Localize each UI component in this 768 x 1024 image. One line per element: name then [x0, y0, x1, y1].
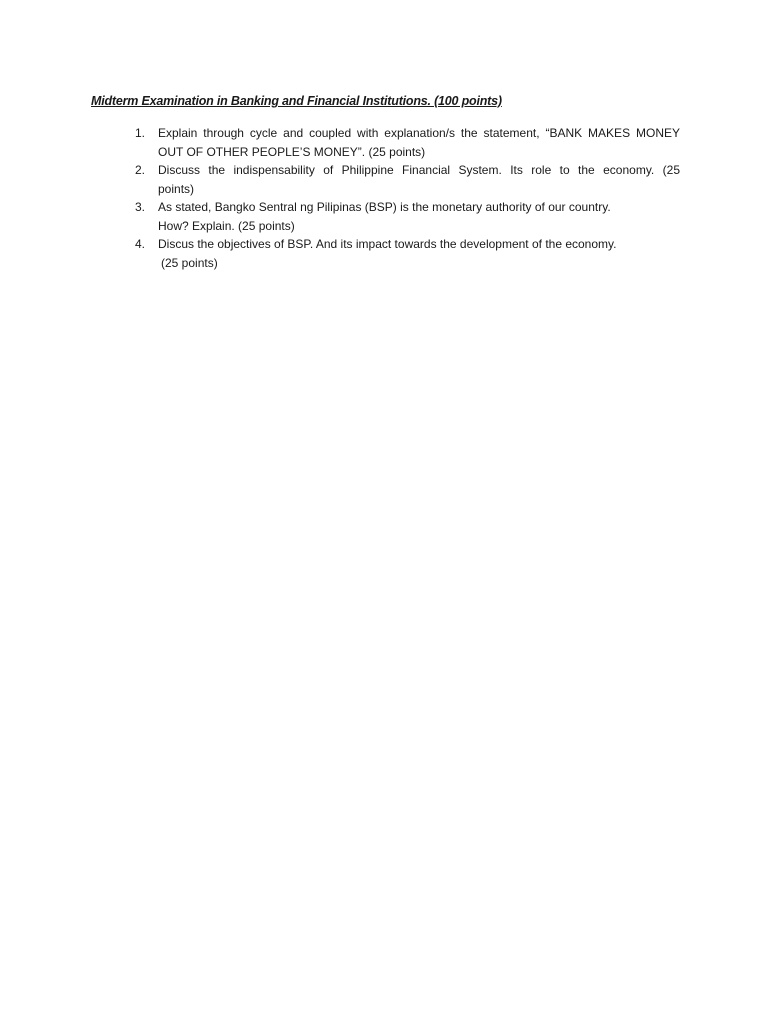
question-text [158, 124, 680, 161]
question-line: Discuss the indispensability of Philippine Financial System. Its role to the economy. (25 [158, 163, 680, 177]
question-number: 2. [135, 163, 146, 177]
question-line: points) [158, 181, 195, 196]
question-line: How? Explain. (25 points) [158, 218, 295, 233]
question-line: OUT OF OTHER PEOPLE’S MONEY”. (25 points) [158, 144, 426, 159]
question-text [158, 235, 680, 272]
question-line: Explain through cycle and coupled with explanation/s the statement, “BANK MAKES MONEY [158, 126, 680, 140]
question-line: As stated, Bangko Sentral ng Pilipinas (BSP) is the monetary authority of our country. [158, 200, 611, 214]
question-line: (25 points) [161, 255, 218, 270]
question-text [158, 198, 680, 235]
question-list [135, 124, 680, 272]
question-number: 3. [135, 200, 146, 214]
question-item [135, 198, 680, 235]
question-item [135, 161, 680, 198]
question-line: Discus the objectives of BSP. And its impact towards the development of the economy. [158, 237, 617, 251]
question-number: 1. [135, 126, 146, 140]
exam-title: Midterm Examination in Banking and Financial Institutions. (100 points) [91, 94, 502, 108]
question-item [135, 235, 680, 272]
question-item [135, 124, 680, 161]
question-number: 4. [135, 237, 146, 251]
question-text [158, 161, 680, 198]
